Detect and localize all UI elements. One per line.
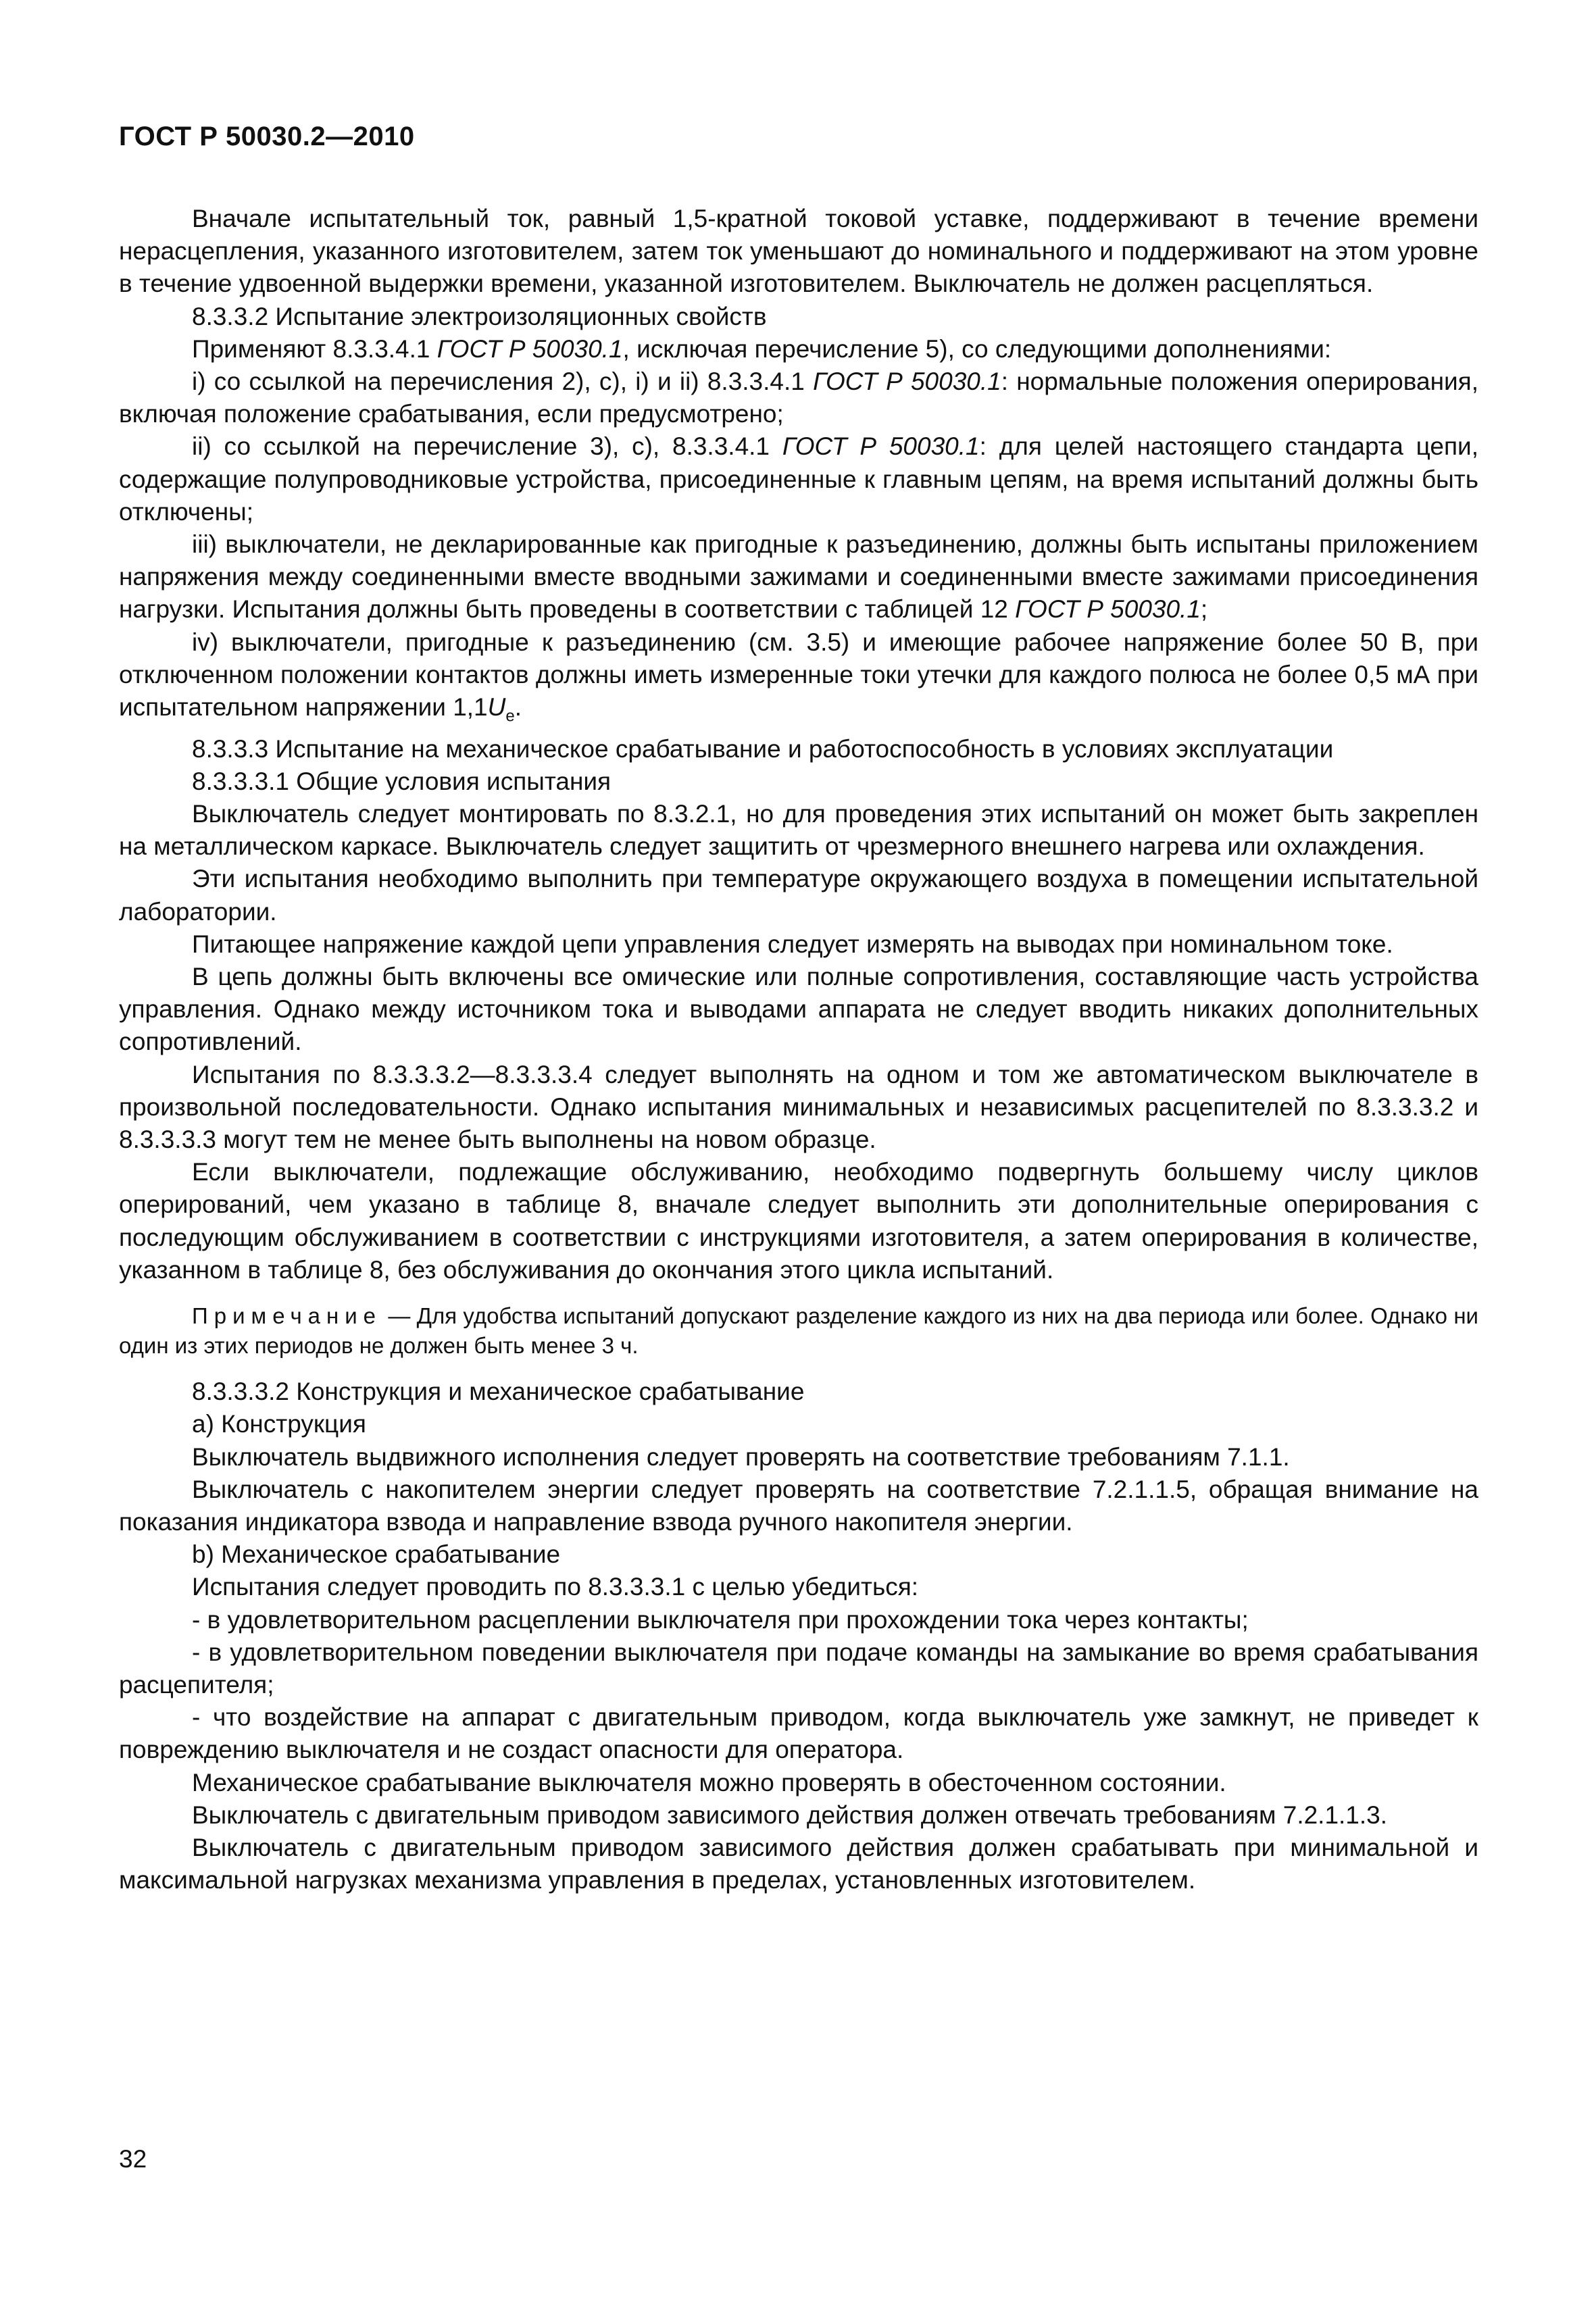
- body-paragraph: В цепь должны быть включены все омические или полные сопротивления, составляющие часть устройства управления. Однако между источником тока и выводами аппарата не следует вводить никаких дополнительных сопротивлений.: [119, 963, 1478, 1056]
- note-text: — Для удобства испытаний допускают разделение каждого из них на два периода или более. Однако ни один из этих периодов не должен быть менее 3 ч.: [119, 1303, 1478, 1359]
- page-body: [119, 203, 1478, 1896]
- note-label: Примечание: [192, 1303, 382, 1329]
- list-item: - что воздействие на аппарат с двигательным приводом, когда выключатель уже замкнут, не приведет к повреждению выключателя и не создаст опасности для оператора.: [119, 1703, 1478, 1764]
- body-paragraph: Применяют 8.3.3.4.1 ГОСТ Р 50030.1, исключая перечисление 5), со следующими дополнениями:: [192, 334, 1332, 363]
- body-paragraph: Если выключатели, подлежащие обслуживанию, необходимо подвергнуть большему числу циклов оперирований, чем указано в таблице 8, вначале следует выполнить эти дополнительные оперирования с последующим обслуживанием в соответствии с инструкциями изготовителя, а затем оперирования в количестве, указанном в таблице 8, без обслуживания до окончания этого цикла испытаний.: [119, 1158, 1478, 1284]
- section-heading: 8.3.3.3.1 Общие условия испытания: [192, 767, 612, 795]
- body-paragraph: Испытания по 8.3.3.3.2—8.3.3.3.4 следует выполнять на одном и том же автоматическом выключателе в произвольной последовательности. Однако испытания минимальных и независимых расцепителей по 8.3.3.3.2 и 8.3.3.3.3 могут тем не менее быть выполнены на новом образце.: [119, 1060, 1478, 1154]
- list-item: - в удовлетворительном поведении выключателя при подаче команды на замыкание во время срабатывания расцепителя;: [119, 1638, 1478, 1699]
- body-paragraph: Выключатель с двигательным приводом зависимого действия должен срабатывать при минимальной и максимальной нагрузках механизма управления в пределах, установленных изготовителем.: [119, 1833, 1478, 1894]
- list-item: - в удовлетворительном расцеплении выключателя при прохождении тока через контакты;: [192, 1605, 1249, 1634]
- list-item: iv) выключатели, пригодные к разъединению (см. 3.5) и имеющие рабочее напряжение более 50 В, при отключенном положении контактов должны иметь измеренные токи утечки для каждого полюса не более 0,5 мА при испытательном напряжении $1,1U_e$.: [119, 628, 1478, 726]
- body-paragraph: Выключатель с двигательным приводом зависимого действия должен отвечать требованиям 7.2.1.1.3.: [192, 1801, 1388, 1829]
- list-item: iii) выключатели, не декларированные как пригодные к разъединению, должны быть испытаны приложением напряжения между соединенными вместе вводными зажимами и соединенными вместе зажимами присоединения нагрузки. Испытания должны быть проведены в соответствии с таблицей 12 ГОСТ Р 50030.1;: [119, 530, 1478, 624]
- body-paragraph: Эти испытания необходимо выполнить при температуре окружающего воздуха в помещении испытательной лаборатории.: [119, 865, 1478, 926]
- standard-reference: ГОСТ Р 50030.1: [782, 432, 980, 461]
- body-paragraph: Питающее напряжение каждой цепи управления следует измерять на выводах при номинальном токе.: [192, 930, 1393, 958]
- body-paragraph: Выключатель с накопителем энергии следует проверять на соответствие 7.2.1.1.5, обращая внимание на показания индикатора взвода и направление взвода ручного накопителя энергии.: [119, 1475, 1478, 1536]
- standard-reference: ГОСТ Р 50030.1: [437, 334, 623, 363]
- section-heading: 8.3.3.3.2 Конструкция и механическое срабатывание: [192, 1378, 805, 1406]
- list-item: ii) со ссылкой на перечисление 3), c), 8.3.3.4.1 ГОСТ Р 50030.1: для целей настоящего стандарта цепи, содержащие полупроводниковые устройства, присоединенные к главным цепям, на время испытаний должны быть отключены;: [119, 432, 1478, 526]
- subsection-heading: a) Конструкция: [192, 1410, 366, 1438]
- section-heading: 8.3.3.2 Испытание электроизоляционных свойств: [192, 302, 767, 330]
- standard-reference: ГОСТ Р 50030.1: [813, 368, 1001, 396]
- body-paragraph: Выключатель следует монтировать по 8.3.2.1, но для проведения этих испытаний он может быть закреплен на металлическом каркасе. Выключатель следует защитить от чрезмерного внешнего нагрева или охлаждения.: [119, 800, 1478, 861]
- section-heading: 8.3.3.3 Испытание на механическое срабатывание и работоспособность в условиях эксплуатации: [192, 734, 1334, 763]
- page-number: 32: [119, 2145, 147, 2173]
- body-paragraph: Выключатель выдвижного исполнения следует проверять на соответствие требованиям 7.1.1.: [192, 1442, 1290, 1471]
- body-paragraph: Механическое срабатывание выключателя можно проверять в обесточенном состоянии.: [192, 1768, 1226, 1796]
- subsection-heading: b) Механическое срабатывание: [192, 1540, 561, 1569]
- standard-reference: ГОСТ Р 50030.1: [1015, 595, 1201, 624]
- list-item: i) со ссылкой на перечисления 2), c), i) и ii) 8.3.3.4.1 ГОСТ Р 50030.1: нормальные положения оперирования, включая положение срабатывания, если предусмотрено;: [119, 368, 1478, 428]
- body-paragraph: Вначале испытательный ток, равный 1,5-кратной токовой уставке, поддерживают в течение времени нерасцепления, указанного изготовителем, затем ток уменьшают до номинального и поддерживают на этом уровне в течение удвоенной выдержки времени, указанной изготовителем. Выключатель не должен расцепляться.: [119, 205, 1478, 298]
- note: [119, 1301, 1478, 1361]
- body-paragraph: Испытания следует проводить по 8.3.3.3.1 с целью убедиться:: [192, 1573, 919, 1601]
- document-header: ГОСТ Р 50030.2—2010: [119, 122, 415, 151]
